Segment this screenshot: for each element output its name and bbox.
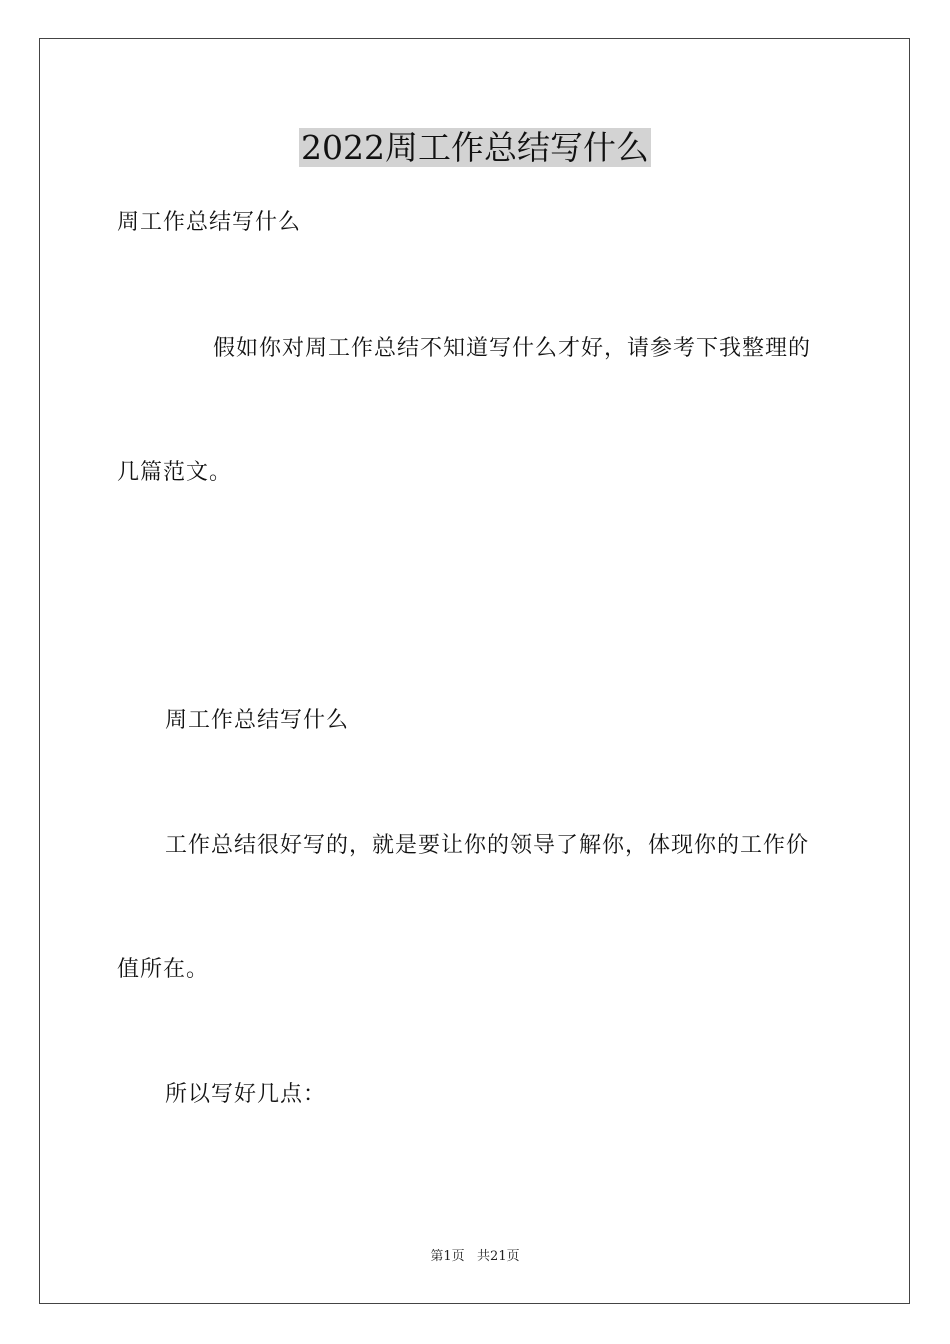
document-subtitle: 周工作总结写什么 <box>117 210 302 235</box>
intro-paragraph-line-2: 几篇范文。 <box>117 460 233 485</box>
body-paragraph-line-1: 工作总结很好写的，就是要让你的领导了解你，体现你的工作价 <box>165 833 810 858</box>
document-title <box>0 128 950 168</box>
points-lead-paragraph: 所以写好几点： <box>165 1082 327 1107</box>
section-heading: 周工作总结写什么 <box>165 708 350 733</box>
page-number-text: 第1页 共21页 <box>430 1249 520 1264</box>
document-title-text: 2022周工作总结写什么 <box>301 128 649 167</box>
page-footer <box>0 1248 950 1266</box>
body-paragraph-line-2: 值所在。 <box>117 957 210 982</box>
intro-paragraph-line-1: 假如你对周工作总结不知道写什么才好，请参考下我整理的 <box>213 336 812 361</box>
